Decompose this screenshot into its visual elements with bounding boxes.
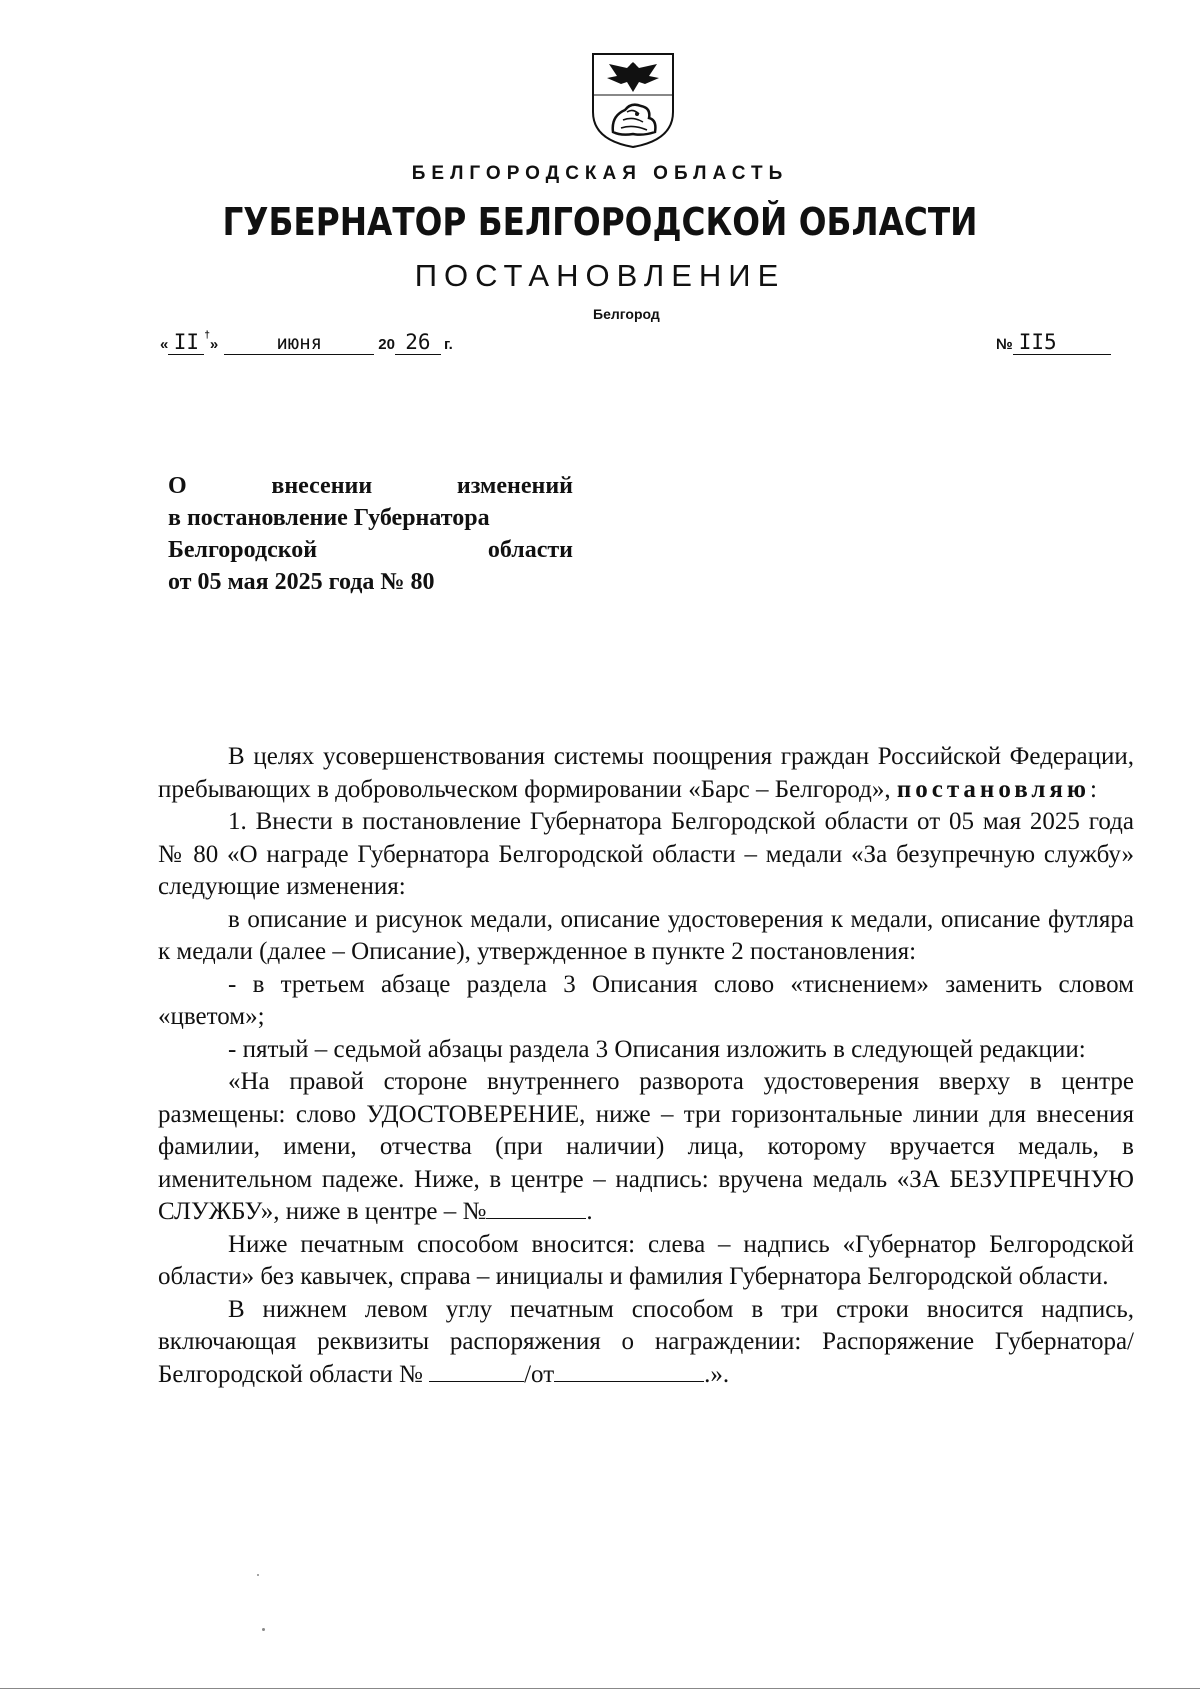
number-value: II5: [1013, 330, 1111, 355]
document-number: [996, 330, 1111, 355]
title-line-2: в постановление Губернатора: [168, 505, 490, 531]
title-word: изменений: [456, 473, 573, 499]
quote-1-text: «На правой стороне внутреннего разворота удостоверения вверху в центре размещены: слово УДОСТОВЕРЕНИЕ, ниже – три горизонтальные линии для внесения фамилии, имени, отчества (при наличии) лица, которому вручается медаль, в именительном падеже. Ниже, в центре – надпись: вручена медаль «ЗА БЕЗУПРЕЧНУЮ СЛУЖБУ», ниже в центре – №: [158, 1068, 1134, 1225]
title-word: области: [487, 537, 573, 563]
document-date: [160, 330, 453, 355]
date-day: II: [168, 330, 204, 355]
title-line-3: [168, 534, 573, 566]
region-name: БЕЛГОРОДСКАЯ ОБЛАСТЬ: [411, 163, 789, 184]
paragraph-item-1: 1. Внести в постановление Губернатора Белгородской области от 05 мая 2025 года № 80 «О награде Губернатора Белгородской области – медали «За безупречную службу» следующие изменения:: [158, 808, 1134, 900]
paragraph-amendment-intro: в описание и рисунок медали, описание удостоверения к медали, описание футляра к медали (далее – Описание), утвержденное в пункте 2 постановления:: [158, 905, 1134, 965]
title-line-4: от 05 мая 2025 года № 80: [168, 569, 435, 595]
title-word: внесении: [271, 473, 373, 499]
quote-3-text: В нижнем левом углу печатным способом в три строки вносится надпись, включающая реквизиты распоряжения о награждении: Распоряжение Губернатора/Белгородской области №: [158, 1295, 1134, 1388]
document-body: [158, 741, 1134, 1391]
order-date-blank: [554, 1359, 704, 1382]
paragraph-preamble: [158, 741, 1134, 806]
number-blank: [486, 1196, 586, 1219]
scan-speck: [262, 1628, 265, 1631]
date-month: июня: [224, 332, 374, 355]
coat-of-arms-icon: [587, 50, 679, 150]
quote-3-end: .».: [704, 1360, 730, 1388]
resolve-word: постановляю: [896, 775, 1091, 803]
quote-3-from: /от: [524, 1360, 555, 1388]
scan-edge-line: [0, 1688, 1200, 1689]
paragraph-quote-2: Ниже печатным способом вносится: слева – надпись «Губернатор Белгородской области» без кавычек, справа – инициалы и фамилия Губернатора Белгородской области.: [158, 1230, 1134, 1290]
title-word: О: [168, 473, 187, 499]
paragraph-amendment-1: - в третьем абзаце раздела 3 Описания слово «тиснением» заменить словом «цветом»;: [158, 970, 1134, 1030]
document-title: [168, 470, 573, 598]
city-name: Белгород: [593, 306, 660, 322]
quote-1-end: .: [586, 1198, 593, 1225]
authority-title: ГУБЕРНАТОР БЕЛГОРОДСКОЙ ОБЛАСТИ: [222, 200, 978, 244]
order-number-blank: [429, 1359, 524, 1382]
preamble-text: В целях усовершенствования системы поощрения граждан Российской Федерации, пребывающих в добровольческом формировании «Барс – Белгород»,: [158, 743, 1134, 803]
scan-speck: [257, 1574, 259, 1576]
paragraph-quote-1: [158, 1066, 1134, 1229]
date-year-mark: г.: [443, 336, 453, 353]
date-year-suffix: 26: [395, 330, 441, 355]
date-mark: †: [204, 330, 210, 341]
preamble-colon: :: [1090, 775, 1097, 803]
paragraph-amendment-2: - пятый – седьмой абзацы раздела 3 Описания изложить в следующей редакции:: [228, 1035, 1086, 1063]
date-year-prefix: 20: [378, 336, 395, 353]
date-close-quote: »: [209, 336, 219, 353]
paragraph-quote-3: [158, 1294, 1134, 1392]
date-open-quote: «: [160, 336, 169, 353]
document-type: ПОСТАНОВЛЕНИЕ: [414, 258, 786, 293]
number-label: №: [996, 336, 1013, 353]
title-line-1: [168, 470, 573, 502]
title-word: Белгородской: [168, 537, 318, 563]
